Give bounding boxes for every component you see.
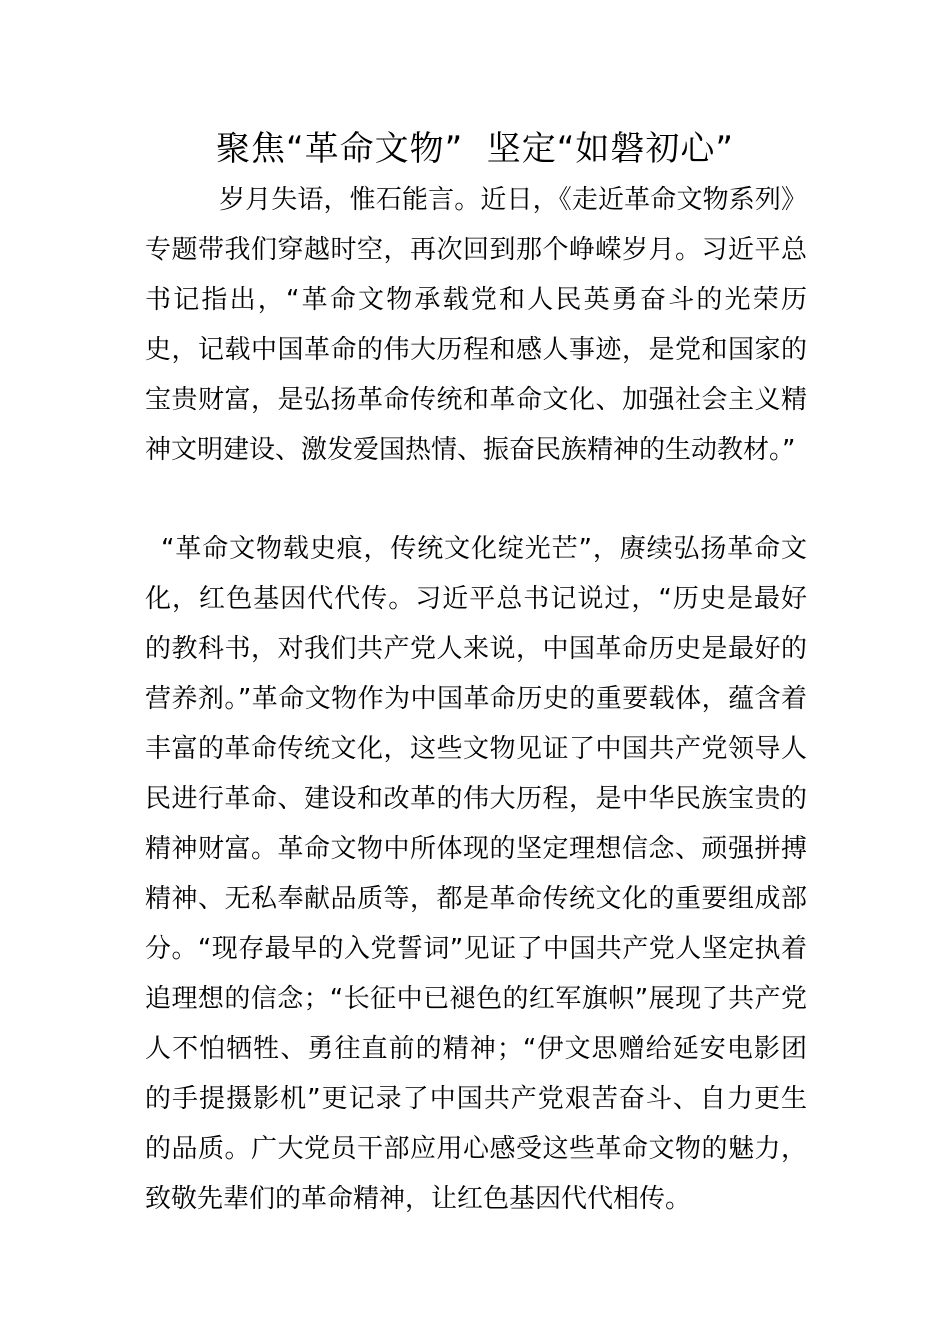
document-title: 聚焦“革命文物” 坚定“如磐初心” bbox=[215, 129, 735, 169]
paragraph-2: “革命文物载史痕，传统文化绽光芒”，赓续弘扬革命文化，红色基因代代传。习近平总书记说过，“历史是最好的教科书，对我们共产党人来说，中国革命历史是最好的营养剂。”革命文物作为中国革命历史的重要载体，蕴含着丰富的革命传统文化，这些文物见证了中国共产党领导人民进行革命、建设和改革的伟大历程，是中华民族宝贵的精神财富。革命文物中所体现的坚定理想信念、顽强拼搏精神、无私奉献品质等，都是革命传统文化的重要组成部分。“现存最早的入党誓词”见证了中国共产党人坚定执着追理想的信念；“长征中已褪色的红军旗帜”展现了共产党人不怕牺牲、勇往直前的精神；“伊文思赠给延安电影团的手提摄影机”更记录了中国共产党艰苦奋斗、自力更生的品质。广大党员干部应用心感受这些革命文物的魅力，致敬先辈们的革命精神，让红色基因代代相传。 bbox=[145, 534, 807, 1214]
paragraph-1: 岁月失语，惟石能言。近日，《走近革命文物系列》专题带我们穿越时空，再次回到那个峥嵘岁月。习近平总书记指出，“革命文物承载党和人民英勇奋斗的光荣历史，记载中国革命的伟大历程和感人事迹，是党和国家的宝贵财富，是弘扬革命传统和革命文化、加强社会主义精神文明建设、激发爱国热情、振奋民族精神的生动教材。” bbox=[145, 185, 807, 465]
